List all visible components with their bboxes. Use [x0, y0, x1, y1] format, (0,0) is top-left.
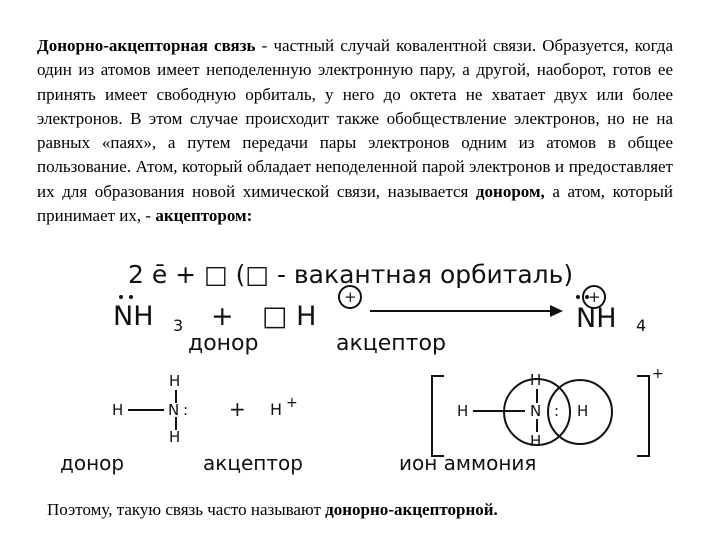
ion-bottom-hydrogen: H: [530, 432, 542, 450]
acceptor-label-2: акцептор: [203, 451, 303, 475]
ion-nitrogen: N: [530, 402, 542, 420]
bottom-hydrogen: H: [169, 428, 181, 446]
orbital-hydrogen: □ H: [262, 301, 317, 332]
paragraph-text-2: а атом, который принимает их, -: [37, 181, 674, 226]
acceptor-label-1: акцептор: [336, 331, 446, 356]
ammonia-subscript: 3: [173, 316, 184, 335]
paragraph-text-1: - частный случай ковалентной связи. Образуется, когда один из атомов имеет неподеленную электронную пару, а другой, наоборот, готов ее принять имеет свободную орбиталь, у него до октета не хватает двух или более электронов. В этом случае происходит также обобществление электронов, но не на равных «паях», а путем передачи пары электронов одним из атомов в общее пользование. Атом, который обладает неподеленной парой электронов и предоставляет их для образования новой химической связи, называется: [37, 36, 673, 201]
plus-sign-1: +: [211, 301, 234, 332]
top-hydrogen: H: [169, 372, 181, 390]
conclusion-text: Поэтому, такую связь часто называют: [47, 500, 326, 519]
ammonium-subscript: 4: [636, 316, 647, 335]
donor-label-1: донор: [188, 331, 259, 356]
ammonium-ion-label: ион аммония: [399, 451, 537, 475]
ammonium-charge-sign: +: [588, 288, 601, 306]
term-donor: донором,: [475, 181, 545, 201]
right-bracket: [637, 376, 649, 456]
ammonia-formula: NH: [113, 301, 154, 332]
proton: H: [270, 400, 283, 419]
arrow-head-icon: [550, 305, 563, 317]
positive-charge-sign: +: [344, 288, 357, 306]
ion-left-hydrogen: H: [457, 402, 469, 420]
ion-top-hydrogen: H: [530, 371, 542, 389]
conclusion-line: [47, 500, 498, 520]
electron-pair-orbital-note: 2 ē + □ (□ - вакантная орбиталь): [128, 260, 574, 289]
ammonium-formula: NH: [576, 303, 617, 334]
conclusion-term: донорно-акцепторной.: [325, 500, 498, 519]
nitrogen-atom: N: [168, 401, 180, 419]
ion-shared-pair: :: [554, 402, 560, 420]
proton-charge: +: [286, 395, 298, 411]
plus-sign-2: +: [229, 397, 246, 421]
term-donor-acceptor-bond: Донорно-акцепторная связь: [37, 36, 256, 55]
ion-right-hydrogen: H: [577, 402, 589, 420]
lone-pair-colon: :: [183, 401, 189, 419]
donor-label-2: донор: [60, 451, 125, 475]
left-hydrogen: H: [112, 401, 124, 419]
ion-charge: +: [652, 366, 664, 382]
left-bracket: [432, 376, 444, 456]
term-acceptor: акцептором:: [155, 206, 253, 226]
